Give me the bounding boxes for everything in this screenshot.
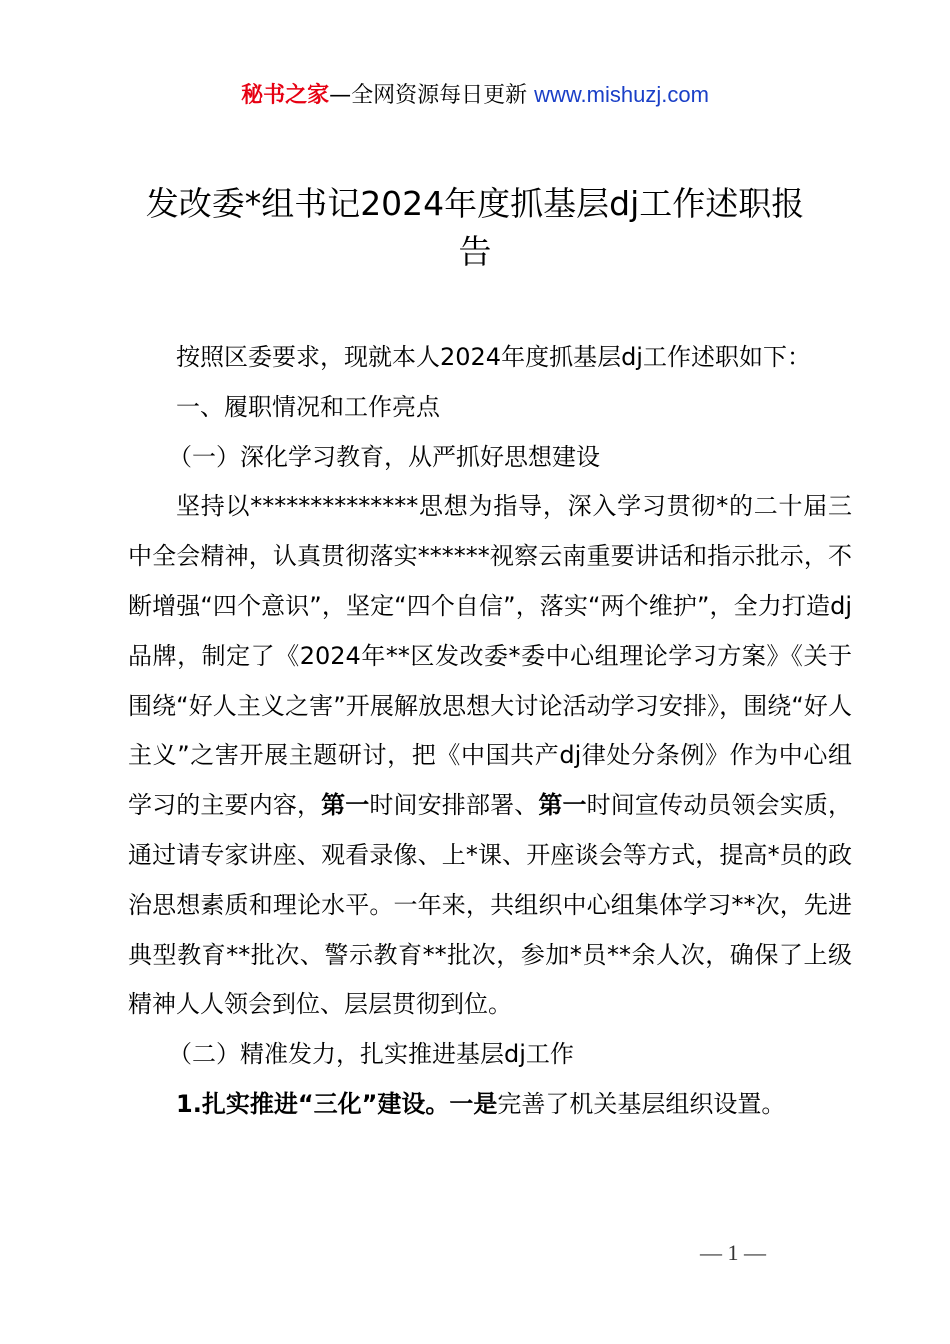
paragraph-three-modernizations [128, 1080, 852, 1130]
emphasis-first: 第一 [321, 791, 370, 820]
paragraph-text: 时间宣传动员领会实质，通过请专家讲座、观看录像、上*课、开座谈会等方式，提高*员的政治思想素质和理论水平。一年来，共组织中心组集体学习**次，先进典型教育**批次、警示教育**批次，参加*员**余人次，确保了上级精神人人领会到位、层层贯彻到位。 [128, 791, 853, 1019]
paragraph-text: 坚持以**************思想为指导，深入学习贯彻*的二十届三中全会精神，认真贯彻落实******视察云南重要讲话和指示批示，不断增强“四个意识”，坚定“四个自信”，落实“两个维护”，全力打造dj品牌，制定了《2024年**区发改委*委中心组理论学习方案》《关于围绕“好人主义之害”开展解放思想大讨论活动学习安排》，围绕“好人主义”之害开展主题研讨，把《中国共产dj律处分条例》作为中心组学习的主要内容， [128, 492, 852, 820]
subsection-heading-1: （一）深化学习教育，从严抓好思想建设 [168, 442, 600, 471]
intro-paragraph: 按照区委要求，现就本人2024年度抓基层dj工作述职如下： [176, 343, 811, 371]
document-title [100, 180, 850, 276]
emphasis-first-point: 一是 [449, 1089, 498, 1118]
subsection-heading-2: （二）精准发力，扎实推进基层dj工作 [168, 1040, 574, 1069]
page-number: — 1 — [700, 1240, 766, 1265]
title-line-1: 发改委*组书记2024年度抓基层dj工作述职报 [145, 184, 805, 223]
section-heading-1: 一、履职情况和工作亮点 [176, 392, 440, 421]
paragraph-text: 完善了机关基层组织设置。 [497, 1089, 786, 1118]
emphasis-item-heading: 1.扎实推进“三化”建设。 [176, 1089, 450, 1118]
paragraph-study-education [128, 482, 852, 1030]
site-banner [0, 80, 950, 111]
emphasis-first: 第一 [538, 791, 587, 820]
brand-name: 秘书之家 [241, 83, 330, 108]
banner-slogan: —全网资源每日更新 [329, 83, 535, 108]
paragraph-text: 时间安排部署、 [369, 791, 539, 820]
title-line-2: 告 [458, 232, 492, 271]
banner-url[interactable]: www.mishuzj.com [534, 82, 709, 107]
document-body [128, 333, 852, 1130]
